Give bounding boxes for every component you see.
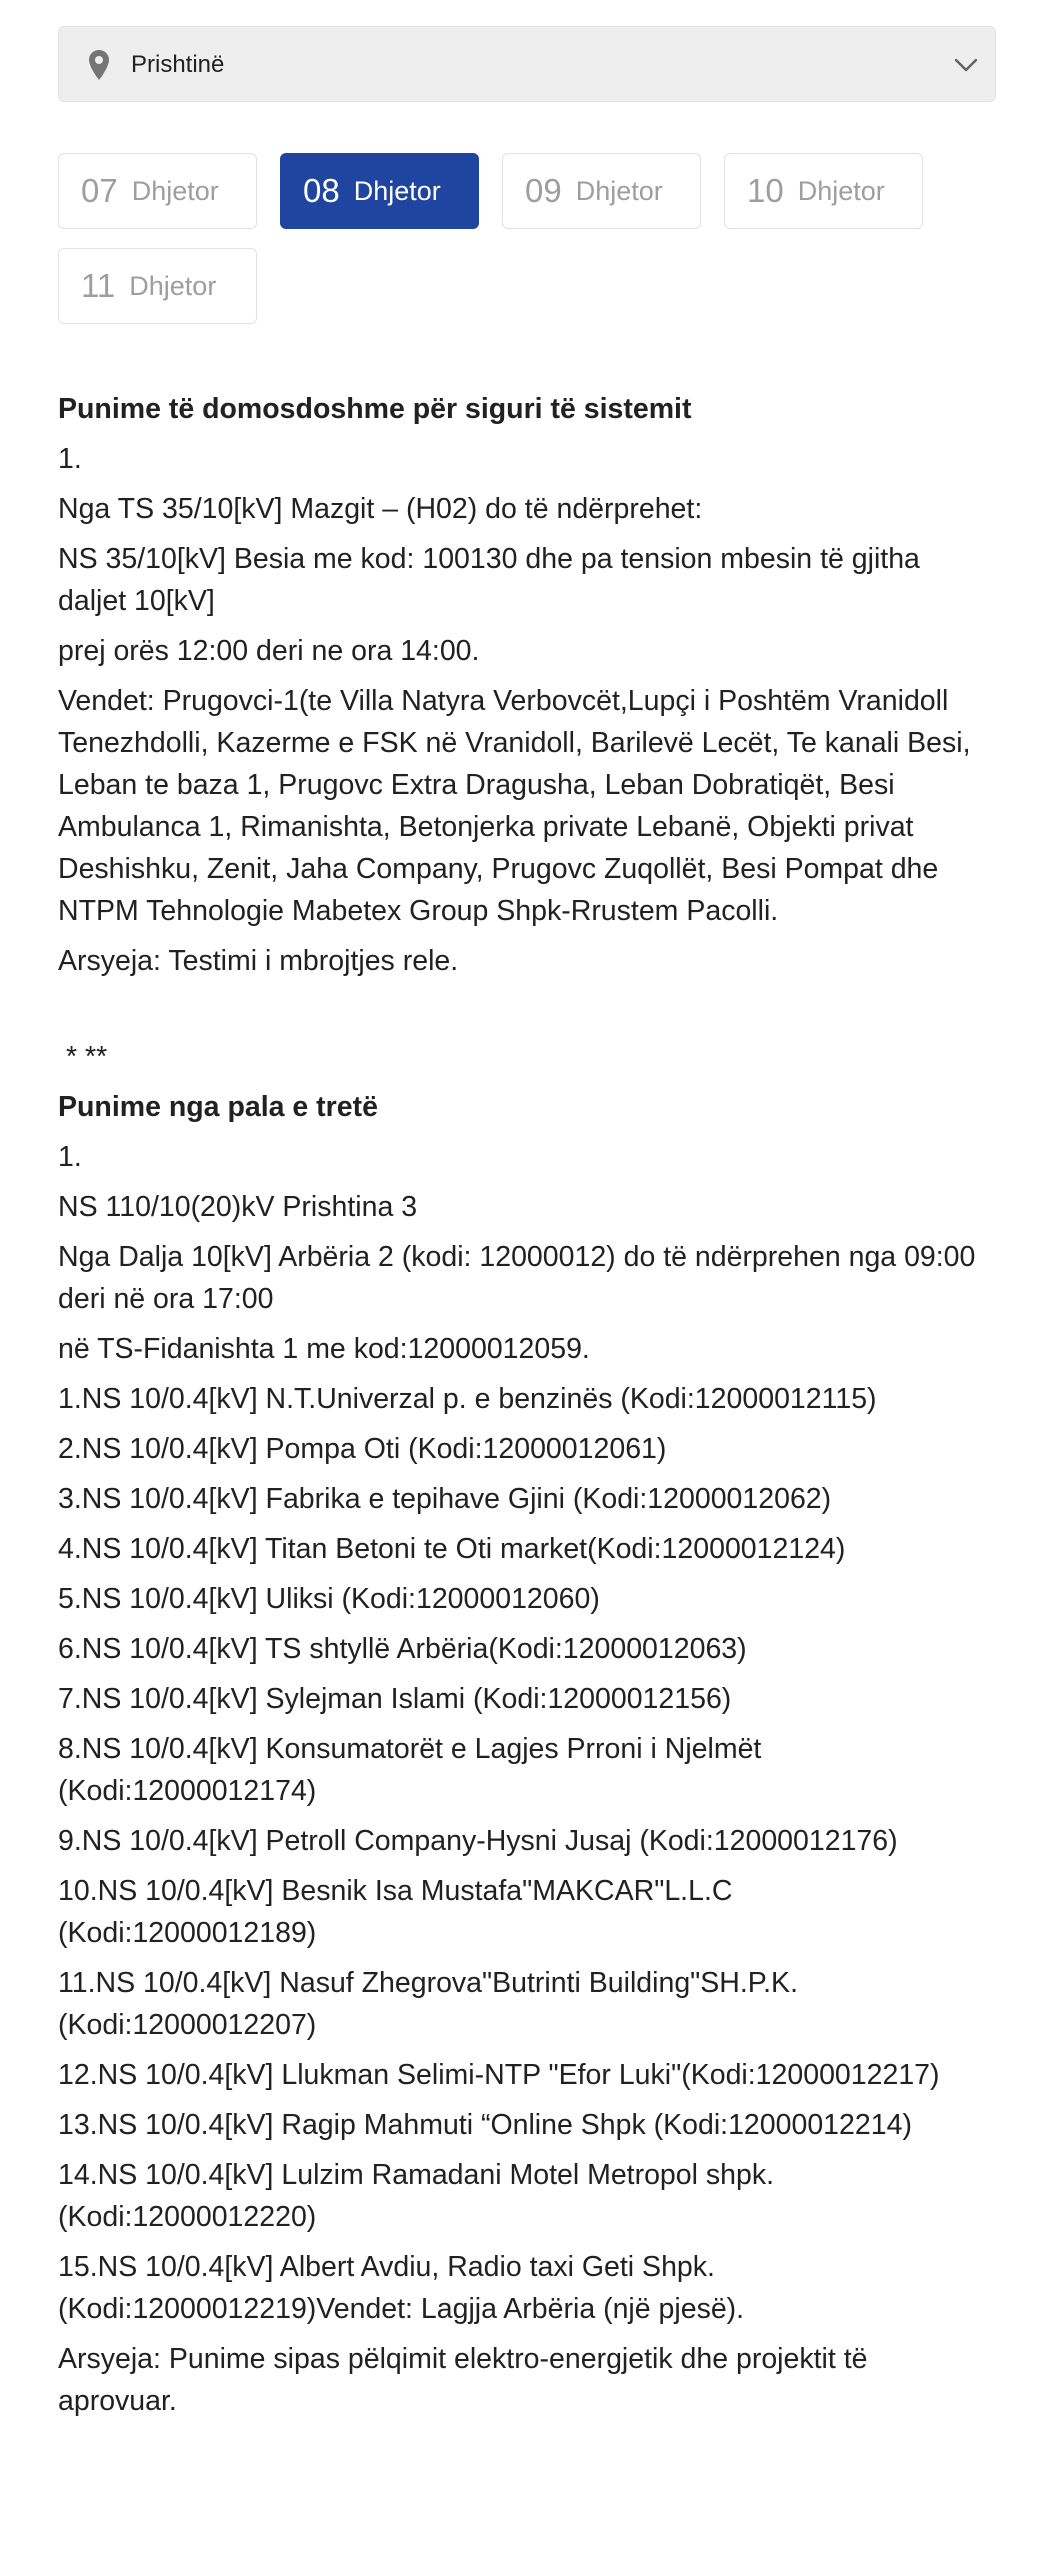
date-tab-11[interactable] <box>58 248 257 324</box>
chevron-down-icon <box>951 51 981 79</box>
substation-item: 2.NS 10/0.4[kV] Pompa Oti (Kodi:12000012061) <box>58 1433 667 1465</box>
substation-item: 11.NS 10/0.4[kV] Nasuf Zhegrova"Butrinti Building"SH.P.K. (Kodi:12000012207) <box>58 1967 798 2041</box>
date-tab-08[interactable] <box>280 153 479 229</box>
substation-item: 13.NS 10/0.4[kV] Ragip Mahmuti “Online Shpk (Kodi:12000012214) <box>58 2109 912 2141</box>
substation-item: 14.NS 10/0.4[kV] Lulzim Ramadani Motel Metropol shpk. (Kodi:12000012220) <box>58 2159 775 2233</box>
substation-item: 12.NS 10/0.4[kV] Llukman Selimi-NTP "Efor Luki"(Kodi:12000012217) <box>58 2059 940 2091</box>
location-pin-icon <box>87 49 111 81</box>
substation-item: 10.NS 10/0.4[kV] Besnik Isa Mustafa"MAKCAR"L.L.C (Kodi:12000012189) <box>58 1875 733 1949</box>
item-number: 1. <box>58 443 82 475</box>
region-select[interactable] <box>58 26 996 102</box>
notice-line: NS 35/10[kV] Besia me kod: 100130 dhe pa tension mbesin të gjitha daljet 10[kV] <box>58 543 920 617</box>
substation-item: 4.NS 10/0.4[kV] Titan Betoni te Oti market(Kodi:12000012124) <box>58 1533 846 1565</box>
section-title: Punime të domosdoshme për siguri të sistemit <box>58 393 692 425</box>
date-month: Dhjetor <box>575 175 663 206</box>
date-tab-07[interactable] <box>58 153 257 229</box>
date-month: Dhjetor <box>353 175 441 206</box>
region-select-value: Prishtinë <box>131 51 225 78</box>
substation-item: 9.NS 10/0.4[kV] Petroll Company-Hysni Jusaj (Kodi:12000012176) <box>58 1825 898 1857</box>
notice-locations: Vendet: Prugovci-1(te Villa Natyra Verbovcët,Lupçi i Poshtëm Vranidoll Tenezhdolli, Kazerme e FSK në Vranidoll, Barilevë Lecët, Te kanali Besi, Leban te baza 1, Prugovc Extra Dragusha, Leban Dobratiqët, Besi Ambulanca 1, Rimanishta, Betonjerka private Lebanë, Objekti privat Deshishku, Zenit, Jaha Company, Prugovc Zuqollët, Besi Pompat dhe NTPM Tehnologie Mabetex Group Shpk-Rrustem Pacolli. <box>58 685 971 927</box>
substation-item: 8.NS 10/0.4[kV] Konsumatorët e Lagjes Prroni i Njelmët (Kodi:12000012174) <box>58 1733 762 1807</box>
date-day: 10 <box>747 172 784 209</box>
notice-reason: Arsyeja: Punime sipas pëlqimit elektro-energjetik dhe projektit të aprovuar. <box>58 2343 868 2417</box>
date-month: Dhjetor <box>129 270 217 301</box>
section-title: Punime nga pala e tretë <box>58 1091 378 1123</box>
notice-line: prej orës 12:00 deri ne ora 14:00. <box>58 635 480 667</box>
date-day: 08 <box>303 172 340 209</box>
separator: * ** <box>66 1041 108 1073</box>
notice-line: Nga Dalja 10[kV] Arbëria 2 (kodi: 12000012) do të ndërprehen nga 09:00 deri në ora 17:00 <box>58 1241 976 1315</box>
date-day: 07 <box>81 172 118 209</box>
date-day: 11 <box>81 267 116 304</box>
date-day: 09 <box>525 172 562 209</box>
substation-item: 3.NS 10/0.4[kV] Fabrika e tepihave Gjini (Kodi:12000012062) <box>58 1483 832 1515</box>
date-month: Dhjetor <box>131 175 219 206</box>
notice-line: në TS-Fidanishta 1 me kod:12000012059. <box>58 1333 590 1365</box>
substation-item: 5.NS 10/0.4[kV] Uliksi (Kodi:12000012060) <box>58 1583 600 1615</box>
substation-item: 1.NS 10/0.4[kV] N.T.Univerzal p. e benzinës (Kodi:12000012115) <box>58 1383 877 1415</box>
date-month: Dhjetor <box>797 175 885 206</box>
outage-notice <box>58 388 988 2430</box>
substation-item: 6.NS 10/0.4[kV] TS shtyllë Arbëria(Kodi:12000012063) <box>58 1633 747 1665</box>
notice-reason: Arsyeja: Testimi i mbrojtjes rele. <box>58 945 459 977</box>
date-tab-10[interactable] <box>724 153 923 229</box>
substation-item: 15.NS 10/0.4[kV] Albert Avdiu, Radio taxi Geti Shpk. (Kodi:12000012219)Vendet: Lagjja Arbëria (një pjesë). <box>58 2251 745 2325</box>
date-tab-09[interactable] <box>502 153 701 229</box>
notice-line: NS 110/10(20)kV Prishtina 3 <box>58 1191 418 1223</box>
spacer <box>58 990 988 1036</box>
item-number: 1. <box>58 1141 82 1173</box>
notice-line: Nga TS 35/10[kV] Mazgit – (H02) do të ndërprehet: <box>58 493 703 525</box>
substation-item: 7.NS 10/0.4[kV] Sylejman Islami (Kodi:12000012156) <box>58 1683 732 1715</box>
